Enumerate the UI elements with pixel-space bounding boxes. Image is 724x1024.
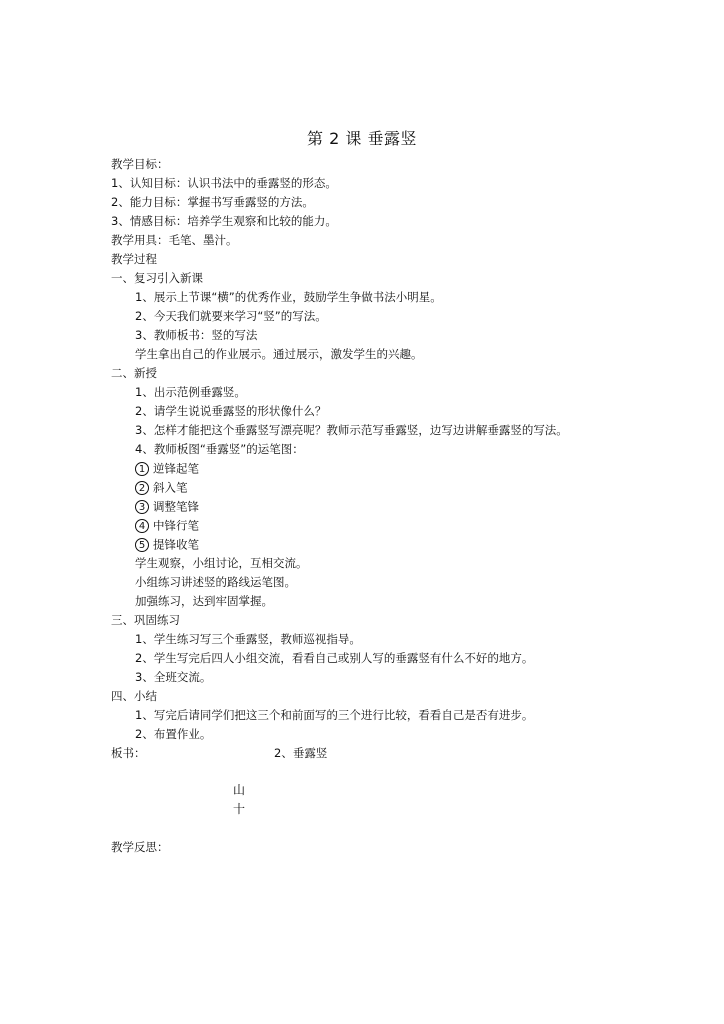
step-text: 逆锋起笔: [153, 461, 199, 476]
step-text: 斜入笔: [153, 480, 188, 495]
section-item: 1、展示上节课“横”的优秀作业，鼓励学生争做书法小明星。: [135, 290, 442, 304]
section-item: 学生拿出自己的作业展示。通过展示，激发学生的兴趣。: [135, 347, 423, 361]
objectives-heading: 教学目标：: [111, 157, 169, 171]
section-item: 1、出示范例垂露竖。: [135, 385, 246, 399]
circled-number: 3: [135, 500, 149, 514]
section-item: 1、学生练习写三个垂露竖，教师巡视指导。: [135, 632, 361, 646]
objective-item: 3、情感目标：培养学生观察和比较的能力。: [111, 214, 337, 228]
section-item: 3、怎样才能把这个垂露竖写漂亮呢？教师示范写垂露竖，边写边讲解垂露竖的写法。: [135, 423, 568, 437]
section-heading: 一、复习引入新课: [111, 271, 203, 285]
step-text: 提锋收笔: [153, 537, 199, 552]
objective-item: 1、认知目标：认识书法中的垂露竖的形态。: [111, 176, 337, 190]
circled-number: 5: [135, 538, 149, 552]
stroke-step: [135, 480, 188, 495]
process-heading: 教学过程: [111, 252, 157, 266]
board-char: 山: [233, 783, 246, 797]
step-text: 中锋行笔: [153, 518, 199, 533]
section-heading: 四、小结: [111, 689, 157, 703]
section-item: 2、请学生说说垂露竖的形状像什么？: [135, 404, 327, 418]
board-char: 十: [233, 802, 246, 816]
stroke-step: [135, 518, 199, 533]
circled-number: 1: [135, 462, 149, 476]
section-item: 3、全班交流。: [135, 670, 212, 684]
board-title: 2、垂露竖: [274, 746, 328, 760]
lesson-title: 第 2 课 垂露竖: [307, 129, 417, 148]
section-item: 2、学生写完后四人小组交流，看看自己或别人写的垂露竖有什么不好的地方。: [135, 651, 534, 665]
section-item: 2、布置作业。: [135, 727, 212, 741]
circled-number: 2: [135, 481, 149, 495]
stroke-step: [135, 499, 199, 514]
section-item: 学生观察，小组讨论，互相交流。: [135, 556, 308, 570]
section-item: 3、教师板书：竖的写法: [135, 328, 258, 342]
section-heading: 二、新授: [111, 366, 157, 380]
section-item: 1、写完后请同学们把这三个和前面写的三个进行比较，看看自己是否有进步。: [135, 708, 534, 722]
section-item: 4、教师板图“垂露竖”的运笔图：: [135, 442, 304, 456]
section-item: 小组练习讲述竖的路线运笔图。: [135, 575, 296, 589]
circled-number: 4: [135, 519, 149, 533]
objective-item: 2、能力目标：掌握书写垂露竖的方法。: [111, 195, 314, 209]
section-item: 加强练习，达到牢固掌握。: [135, 594, 273, 608]
stroke-step: [135, 461, 199, 476]
step-text: 调整笔锋: [153, 499, 199, 514]
board-label: 板书：: [111, 746, 146, 760]
reflection-heading: 教学反思：: [111, 840, 169, 854]
stroke-step: [135, 537, 199, 552]
section-heading: 三、巩固练习: [111, 613, 180, 627]
section-item: 2、今天我们就要来学习“竖”的写法。: [135, 309, 327, 323]
teaching-tools: 教学用具：毛笔、墨汁。: [111, 233, 238, 247]
